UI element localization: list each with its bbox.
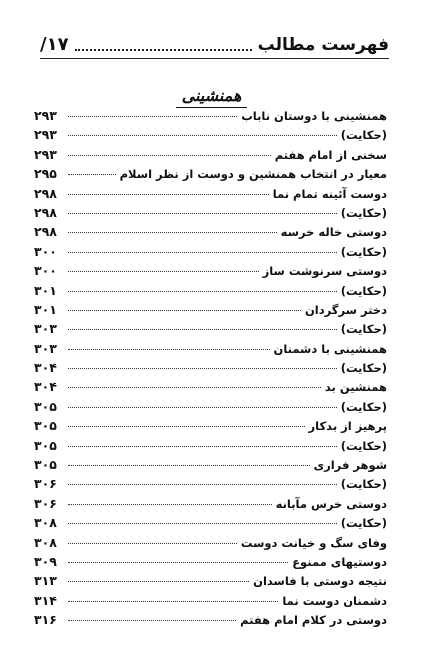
toc-entry [34, 339, 387, 358]
toc-entry-label: (حکایت) [340, 477, 387, 492]
header-rule [40, 58, 389, 59]
toc-entry-label: همنشین بد [324, 380, 387, 395]
toc-entry-label: (حکایت) [340, 128, 387, 143]
toc-dot-leader [68, 562, 288, 563]
toc-entry-label: شوهر فراری [313, 458, 387, 473]
page-header [40, 28, 389, 56]
toc-dot-leader [68, 543, 237, 544]
toc-entry [34, 397, 387, 416]
toc-dot-leader [68, 232, 277, 233]
toc-dot-leader [68, 213, 337, 214]
toc-entry-label: دوستی سرنوشت ساز [262, 264, 387, 279]
toc-entry-page: ۳۱۶ [34, 612, 57, 628]
toc-entry [34, 145, 387, 164]
toc-dot-leader [68, 446, 337, 447]
toc-dot-leader [68, 155, 271, 156]
toc-entry-page: ۳۱۳ [34, 573, 57, 589]
toc-entry-page: ۲۹۳ [34, 127, 57, 143]
toc-entry-page: ۳۰۵ [34, 437, 57, 453]
toc-entry [34, 106, 387, 125]
toc-entry-page: ۳۰۴ [34, 360, 57, 376]
toc-entry [34, 184, 387, 203]
section-title-text: همنشینی [176, 86, 248, 108]
toc-dot-leader [68, 465, 310, 466]
toc-dot-leader [68, 329, 337, 330]
toc-list [34, 106, 387, 630]
toc-dot-leader [68, 194, 269, 195]
toc-entry-label: دوستیهای ممنوع [292, 554, 387, 569]
toc-dot-leader [68, 174, 116, 175]
header-dot-leader [75, 49, 252, 51]
toc-entry-page: ۲۹۵ [34, 166, 57, 182]
toc-entry-label: سخنی از امام هفتم [274, 147, 387, 162]
toc-entry-page: ۳۰۴ [34, 379, 57, 395]
toc-entry-label: همنشینی با دشمنان [273, 341, 387, 356]
toc-entry [34, 125, 387, 144]
toc-entry [34, 242, 387, 261]
toc-dot-leader [68, 368, 337, 369]
toc-entry-page: ۳۱۴ [34, 592, 57, 608]
toc-dot-leader [68, 620, 236, 621]
toc-entry-label: پرهیز از بدکار [308, 419, 387, 434]
toc-entry [34, 281, 387, 300]
toc-entry-label: (حکایت) [340, 244, 387, 259]
toc-entry [34, 261, 387, 280]
toc-entry-page: ۳۰۶ [34, 476, 57, 492]
toc-entry-label: (حکایت) [340, 361, 387, 376]
toc-entry-page: ۳۰۱ [34, 301, 57, 317]
toc-entry-page: ۳۰۵ [34, 398, 57, 414]
toc-entry-label: دوستی خرس مآبانه [275, 496, 387, 511]
toc-entry-label: دوستی خاله خرسه [280, 225, 387, 240]
toc-dot-leader [68, 387, 321, 388]
toc-entry [34, 203, 387, 222]
toc-entry [34, 494, 387, 513]
toc-entry [34, 474, 387, 493]
toc-entry-label: دوستی در کلام امام هفتم [240, 613, 387, 628]
toc-entry-page: ۲۹۳ [34, 146, 57, 162]
toc-entry-page: ۲۹۸ [34, 204, 57, 220]
toc-entry-label: همنشینی با دوستان ناباب [241, 109, 387, 123]
toc-entry-label: (حکایت) [340, 205, 387, 220]
toc-entry-page: ۳۰۳ [34, 340, 57, 356]
toc-entry [34, 377, 387, 396]
toc-entry-page: ۲۹۸ [34, 224, 57, 240]
toc-entry [34, 591, 387, 610]
toc-entry-page: ۳۰۳ [34, 321, 57, 337]
toc-entry [34, 300, 387, 319]
toc-entry [34, 552, 387, 571]
toc-entry-label: دشمنان دوست نما [282, 593, 387, 608]
toc-entry [34, 455, 387, 474]
toc-entry-page: ۳۰۸ [34, 534, 57, 550]
toc-entry-label: وفای سگ و خیانت دوست [240, 535, 387, 550]
toc-entry [34, 164, 387, 183]
toc-entry-page: ۲۹۳ [34, 108, 57, 123]
toc-entry-page: ۳۰۹ [34, 553, 57, 569]
toc-entry [34, 416, 387, 435]
toc-dot-leader [68, 116, 237, 117]
toc-entry-label: (حکایت) [340, 516, 387, 531]
toc-dot-leader [68, 581, 249, 582]
section-title [0, 86, 423, 108]
toc-dot-leader [68, 135, 337, 136]
header-page-number: ۱۷/ [40, 34, 69, 55]
toc-entry-label: (حکایت) [340, 438, 387, 453]
header-title: فهرست مطالب [257, 35, 389, 55]
toc-entry-page: ۲۹۸ [34, 185, 57, 201]
toc-entry-label: معیار در انتخاب همنشین و دوست از نظر اسلام [119, 167, 387, 182]
toc-dot-leader [68, 426, 305, 427]
toc-dot-leader [68, 504, 272, 505]
toc-entry [34, 319, 387, 338]
toc-entry-page: ۳۰۶ [34, 495, 57, 511]
toc-entry [34, 610, 387, 629]
toc-dot-leader [68, 252, 337, 253]
toc-dot-leader [68, 407, 337, 408]
toc-dot-leader [68, 601, 278, 602]
toc-entry-label: (حکایت) [340, 283, 387, 298]
toc-dot-leader [68, 271, 259, 272]
toc-dot-leader [68, 349, 270, 350]
toc-entry-label: (حکایت) [340, 399, 387, 414]
toc-entry [34, 358, 387, 377]
toc-entry-label: (حکایت) [340, 322, 387, 337]
toc-dot-leader [68, 291, 337, 292]
toc-entry [34, 533, 387, 552]
toc-entry [34, 436, 387, 455]
toc-entry-label: دختر سرگردان [304, 302, 387, 317]
toc-dot-leader [68, 484, 337, 485]
toc-dot-leader [68, 523, 337, 524]
toc-entry-label: نتیجه دوستی با فاسدان [253, 574, 387, 589]
toc-entry-page: ۳۰۵ [34, 457, 57, 473]
toc-entry-label: دوست آئینه تمام نما [272, 186, 387, 201]
toc-entry-page: ۳۰۱ [34, 282, 57, 298]
toc-entry-page: ۳۰۰ [34, 263, 57, 279]
toc-dot-leader [68, 310, 301, 311]
toc-entry [34, 222, 387, 241]
toc-entry-page: ۳۰۵ [34, 418, 57, 434]
toc-entry [34, 513, 387, 532]
toc-entry-page: ۳۰۸ [34, 515, 57, 531]
toc-entry [34, 571, 387, 590]
toc-entry-page: ۳۰۰ [34, 243, 57, 259]
